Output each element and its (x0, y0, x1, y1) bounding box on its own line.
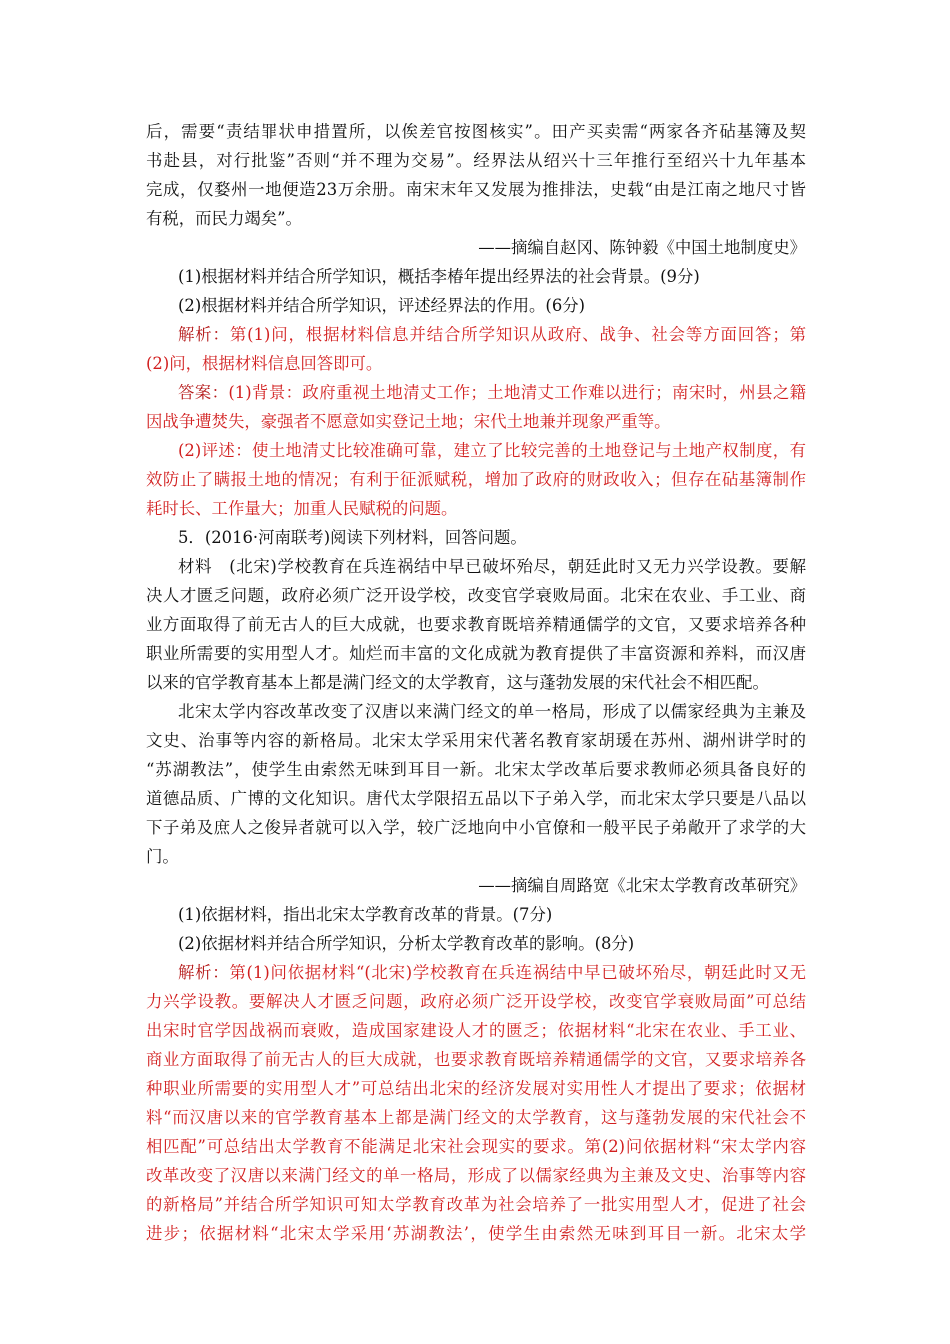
line-text: 门。 (146, 847, 179, 866)
text-line (146, 673, 806, 693)
text-line (146, 180, 806, 200)
text-line (146, 1195, 806, 1215)
text-line (146, 876, 806, 896)
line-text: 文史、治事等内容的新格局。北宋太学采用宋代著名教育家胡瑗在苏州、湖州讲学时的 (146, 731, 806, 750)
text-line (146, 151, 806, 171)
line-text: (2)依据材料并结合所学知识，分析太学教育改革的影响。(8分) (178, 934, 635, 953)
line-text: 道德品质、广博的文化知识。唐代太学限招五品以下子弟入学，而北宋太学只要是八品以 (146, 789, 806, 808)
text-line (146, 1224, 806, 1244)
line-text: 效防止了瞒报土地的情况；有利于征派赋税，增加了政府的财政收入；但存在砧基簿制作 (146, 470, 806, 489)
text-line (178, 267, 806, 287)
line-text: 完成，仅婺州一地便造23万余册。南宋末年又发展为推排法，史载“由是江南之地尺寸皆 (146, 180, 806, 199)
text-line (146, 644, 806, 664)
text-line (178, 528, 806, 548)
text-line (146, 1050, 806, 1070)
line-text: 改革改变了汉唐以来满门经文的单一格局，形成了以儒家经典为主兼及文史、治事等内容 (146, 1166, 806, 1185)
line-text: (2)问，根据材料信息回答即可。 (146, 354, 383, 373)
text-line (146, 992, 806, 1012)
line-text: ——摘编自赵冈、陈钟毅《中国土地制度史》 (478, 238, 806, 257)
line-text: (1)背景：政府重视土地清丈工作；土地清丈工作难以进行；南宋时，州县之籍 (228, 383, 807, 402)
text-line (146, 1166, 806, 1186)
text-line (146, 789, 806, 809)
line-text: 力兴学设教。要解决人才匮乏问题，政府必须广泛开设学校，改变官学衰败局面”可总结 (146, 992, 806, 1011)
line-text: 决人才匮乏问题，政府必须广泛开设学校，改变官学衰败局面。北宋在农业、手工业、商 (146, 586, 806, 605)
line-text: “苏湖教法”，使学生由索然无味到耳目一新。北宋太学改革后要求教师必须具备良好的 (146, 760, 806, 779)
line-text: 业方面取得了前无古人的巨大成就，也要求教育既培养精通儒学的文官，又要求培养各种 (146, 615, 806, 634)
text-line (146, 412, 806, 432)
line-text: 商业方面取得了前无古人的巨大成就，也要求教育既培养精通儒学的文官，又要求培养各 (146, 1050, 806, 1069)
line-text: 北宋太学内容改革改变了汉唐以来满门经文的单一格局，形成了以儒家经典为主兼及 (178, 702, 806, 721)
answer-label: 解析： (178, 325, 230, 344)
text-line (146, 1108, 806, 1128)
text-line (146, 499, 806, 519)
text-line (146, 731, 806, 751)
text-line (178, 557, 806, 577)
text-line (146, 354, 806, 374)
answer-label: 答案： (178, 383, 229, 402)
line-text: (1)依据材料，指出北宋太学教育改革的背景。(7分) (178, 905, 553, 924)
text-line (146, 615, 806, 635)
section-line-labeled (178, 383, 806, 403)
line-text: 书赴县，对行批鉴”否则“并不理为交易”。经界法从绍兴十三年推行至绍兴十九年基本 (146, 151, 806, 170)
text-line (178, 934, 806, 954)
line-text: (2)评述：使土地清丈比较准确可靠，建立了比较完善的土地登记与土地产权制度，有 (178, 441, 806, 460)
line-text: 进步；依据材料“北宋太学采用‘苏湖教法’，使学生由索然无味到耳目一新。北宋太学 (146, 1224, 806, 1243)
line-text: 5．(2016·河南联考)阅读下列材料，回答问题。 (178, 528, 527, 547)
line-text: 因战争遭焚失，豪强者不愿意如实登记土地；宋代土地兼并现象严重等。 (146, 412, 671, 431)
text-line (178, 702, 806, 722)
line-text: 出宋时官学因战祸而衰败，造成国家建设人才的匮乏；依据材料“北宋在农业、手工业、 (146, 1021, 806, 1040)
line-text: 种职业所需要的实用型人才”可总结出北宋的经济发展对实用性人才提出了要求；依据材 (146, 1079, 806, 1098)
text-line (146, 1021, 806, 1041)
line-text: ——摘编自周路宽《北宋太学教育改革研究》 (478, 876, 806, 895)
answer-label: 解析： (178, 963, 230, 982)
line-text: 料“而汉唐以来的官学教育基本上都是满门经文的太学教育，这与蓬勃发展的宋代社会不 (146, 1108, 806, 1127)
line-text: 职业所需要的实用型人才。灿烂而丰富的文化成就为教育提供了丰富资源和养料，而汉唐 (146, 644, 806, 663)
line-text: 的新格局”并结合所学知识可知太学教育改革为社会培养了一批实用型人才，促进了社会 (146, 1195, 806, 1214)
line-text: 第(1)问，根据材料信息并结合所学知识从政府、战争、社会等方面回答；第 (229, 325, 807, 344)
line-text: 耗时长、工作量大；加重人民赋税的问题。 (146, 499, 458, 518)
text-line (146, 847, 806, 867)
line-text: 第(1)问依据材料“(北宋)学校教育在兵连祸结中早已破坏殆尽，朝廷此时又无 (229, 963, 807, 982)
text-line (146, 586, 806, 606)
text-line (146, 1079, 806, 1099)
text-line (146, 818, 806, 838)
text-line (146, 122, 806, 142)
text-line (178, 441, 806, 461)
line-text: 有税，而民力竭矣”。 (146, 209, 302, 228)
line-text: 下子弟及庶人之俊异者就可以入学，较广泛地向中小官僚和一般平民子弟敞开了求学的大 (146, 818, 806, 837)
text-line (146, 209, 806, 229)
text-line (178, 296, 806, 316)
text-line (178, 905, 806, 925)
text-line (146, 470, 806, 490)
section-line-labeled (178, 325, 806, 345)
line-text: (1)根据材料并结合所学知识，概括李椿年提出经界法的社会背景。(9分) (178, 267, 700, 286)
line-text: 材料 (北宋)学校教育在兵连祸结中早已破坏殆尽，朝廷此时又无力兴学设教。要解 (178, 557, 806, 576)
section-line-labeled (178, 963, 806, 983)
text-line (146, 238, 806, 258)
text-line (146, 760, 806, 780)
line-text: 以来的官学教育基本上都是满门经文的太学教育，这与蓬勃发展的宋代社会不相匹配。 (146, 673, 769, 692)
text-line (146, 1137, 806, 1157)
line-text: 后，需要“责结罪状申措置所，以俟差官按图核实”。田产买卖需“两家各齐砧基簿及契 (146, 122, 806, 141)
line-text: (2)根据材料并结合所学知识，评述经界法的作用。(6分) (178, 296, 586, 315)
line-text: 相匹配”可总结出太学教育不能满足北宋社会现实的要求。第(2)问依据材料“宋太学内容 (146, 1137, 806, 1156)
